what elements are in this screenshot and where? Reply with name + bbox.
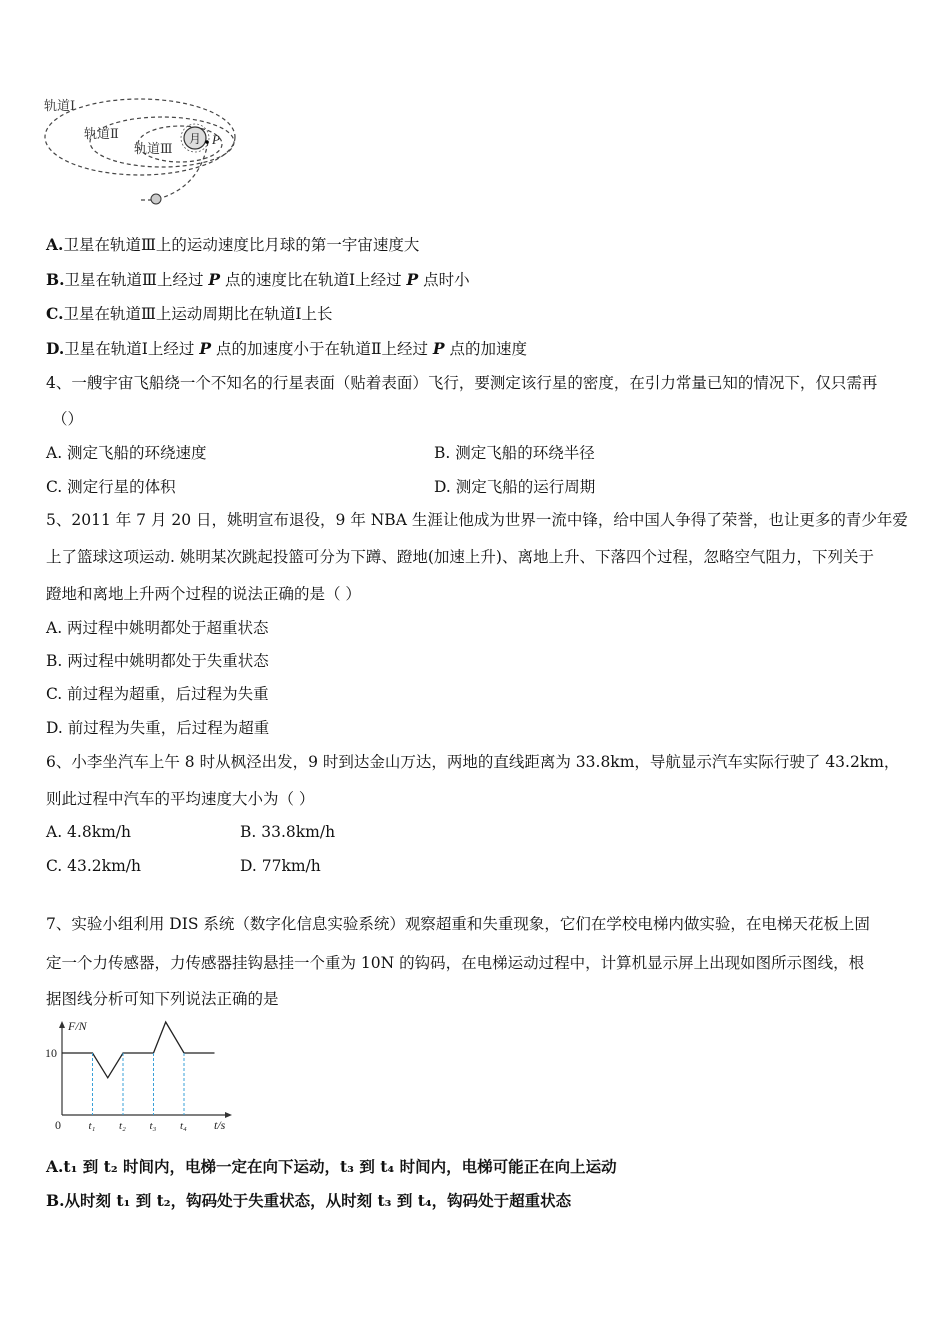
option-text: 卫星在轨道Ⅲ上经过 <box>64 271 209 289</box>
satellite-icon <box>151 194 161 204</box>
q4-stem-line1: 4、一艘宇宙飞船绕一个不知名的行星表面（贴着表面）飞行，要测定该行星的密度，在引力常量已知的情况下，仅只需再 <box>46 374 878 392</box>
q6-option-a[interactable]: A. 4.8km/h <box>46 823 131 841</box>
q4-stem-line2: （） <box>52 410 84 428</box>
x-tick-label-t3: t₃ <box>149 1120 157 1132</box>
q6-stem-line1: 6、小李坐汽车上午 8 时从枫泾出发，9 时到达金山万达，两地的直线距离为 33.8km，导航显示汽车实际行驶了 43.2km， <box>46 753 900 771</box>
origin-label: 0 <box>55 1118 61 1132</box>
x-tick-label-t1: t₁ <box>88 1120 96 1132</box>
q7-stem-line3: 据图线分析可知下列说法正确的是 <box>46 990 279 1008</box>
option-text: 点的加速度小于在轨道Ⅱ上经过 <box>211 340 433 358</box>
point-symbol: P <box>432 339 445 358</box>
point-symbol: P <box>199 339 212 358</box>
option-text: 卫星在轨道Ⅲ上运动周期比在轨道Ⅰ上长 <box>63 305 333 323</box>
q5-stem-line2: 上了篮球这项运动. 姚明某次跳起投篮可分为下蹲、蹬地(加速上升)、离地上升、下落四个过程，忽略空气阻力，下列关于 <box>46 548 874 566</box>
x-axis-arrow <box>225 1112 232 1118</box>
q6-option-d[interactable]: D. 77km/h <box>240 857 321 875</box>
label-orbit-2: 轨道Ⅱ <box>84 126 119 141</box>
option-text: 卫星在轨道Ⅲ上的运动速度比月球的第一宇宙速度大 <box>63 236 420 254</box>
option-letter: C. <box>46 304 64 323</box>
label-p: P <box>212 132 220 147</box>
orbit-figure <box>40 92 240 212</box>
q4-option-d[interactable]: D. 测定飞船的运行周期 <box>434 478 596 496</box>
option-text: 卫星在轨道Ⅰ上经过 <box>64 340 200 358</box>
option-text: 点的加速度 <box>444 340 527 358</box>
q6-option-c[interactable]: C. 43.2km/h <box>46 857 141 875</box>
y-axis-label: F/N <box>68 1019 87 1033</box>
force-time-chart <box>40 1016 240 1134</box>
q5-option-c[interactable]: C. 前过程为超重，后过程为失重 <box>46 685 269 703</box>
q6-option-b[interactable]: B. 33.8km/h <box>240 823 336 841</box>
option-letter: A. <box>46 235 64 254</box>
x-tick-label-t4: t₄ <box>180 1120 187 1132</box>
q6-stem-line2: 则此过程中汽车的平均速度大小为（ ） <box>46 790 315 808</box>
option-text: 点时小 <box>418 271 470 289</box>
q7-stem-line1: 7、实验小组利用 DIS 系统（数字化信息实验系统）观察超重和失重现象，它们在学校电梯内做实验，在电梯天花板上固 <box>46 915 870 933</box>
q7-option-b[interactable]: B.从时刻 t₁ 到 t₂，钩码处于失重状态，从时刻 t₃ 到 t₄，钩码处于超重状态 <box>46 1191 572 1210</box>
q5-option-a[interactable]: A. 两过程中姚明都处于超重状态 <box>46 619 269 637</box>
option-letter: D. <box>46 339 65 358</box>
q3-option-d[interactable] <box>46 339 527 359</box>
q5-stem-line1: 5、2011 年 7 月 20 日，姚明宣布退役，9 年 NBA 生涯让他成为世界一流中锋，给中国人争得了荣誉，也让更多的青少年爱 <box>46 511 908 529</box>
point-symbol: P <box>208 270 221 289</box>
q5-option-d[interactable]: D. 前过程为失重，后过程为超重 <box>46 719 270 737</box>
q3-option-c[interactable] <box>46 304 333 324</box>
label-orbit-1: 轨道Ⅰ <box>44 98 76 113</box>
label-moon: 月 <box>189 132 202 146</box>
x-axis-label: t/s <box>214 1118 226 1132</box>
q3-option-b[interactable] <box>46 270 470 290</box>
q5-option-b[interactable]: B. 两过程中姚明都处于失重状态 <box>46 652 269 670</box>
y-tick-label: 10 <box>45 1046 57 1060</box>
y-axis-arrow <box>59 1021 65 1028</box>
q7-option-a[interactable]: A.t₁ 到 t₂ 时间内，电梯一定在向下运动，t₃ 到 t₄ 时间内，电梯可能正在向上运动 <box>46 1157 617 1176</box>
point-symbol: P <box>406 270 419 289</box>
x-tick-label-t2: t₂ <box>119 1120 126 1132</box>
option-text: 点的速度比在轨道Ⅰ上经过 <box>220 271 407 289</box>
q4-option-b[interactable]: B. 测定飞船的环绕半径 <box>434 444 595 462</box>
q4-option-a[interactable]: A. 测定飞船的环绕速度 <box>46 444 207 462</box>
q3-option-a[interactable] <box>46 235 419 255</box>
q4-option-c[interactable]: C. 测定行星的体积 <box>46 478 176 496</box>
q5-stem-line3: 蹬地和离地上升两个过程的说法正确的是（ ） <box>46 585 361 603</box>
point-p <box>205 140 209 144</box>
label-orbit-3: 轨道Ⅲ <box>134 141 173 156</box>
q7-stem-line2: 定一个力传感器，力传感器挂钩悬挂一个重为 10N 的钩码，在电梯运动过程中，计算机显示屏上出现如图所示图线，根 <box>46 954 865 972</box>
option-letter: B. <box>46 270 65 289</box>
